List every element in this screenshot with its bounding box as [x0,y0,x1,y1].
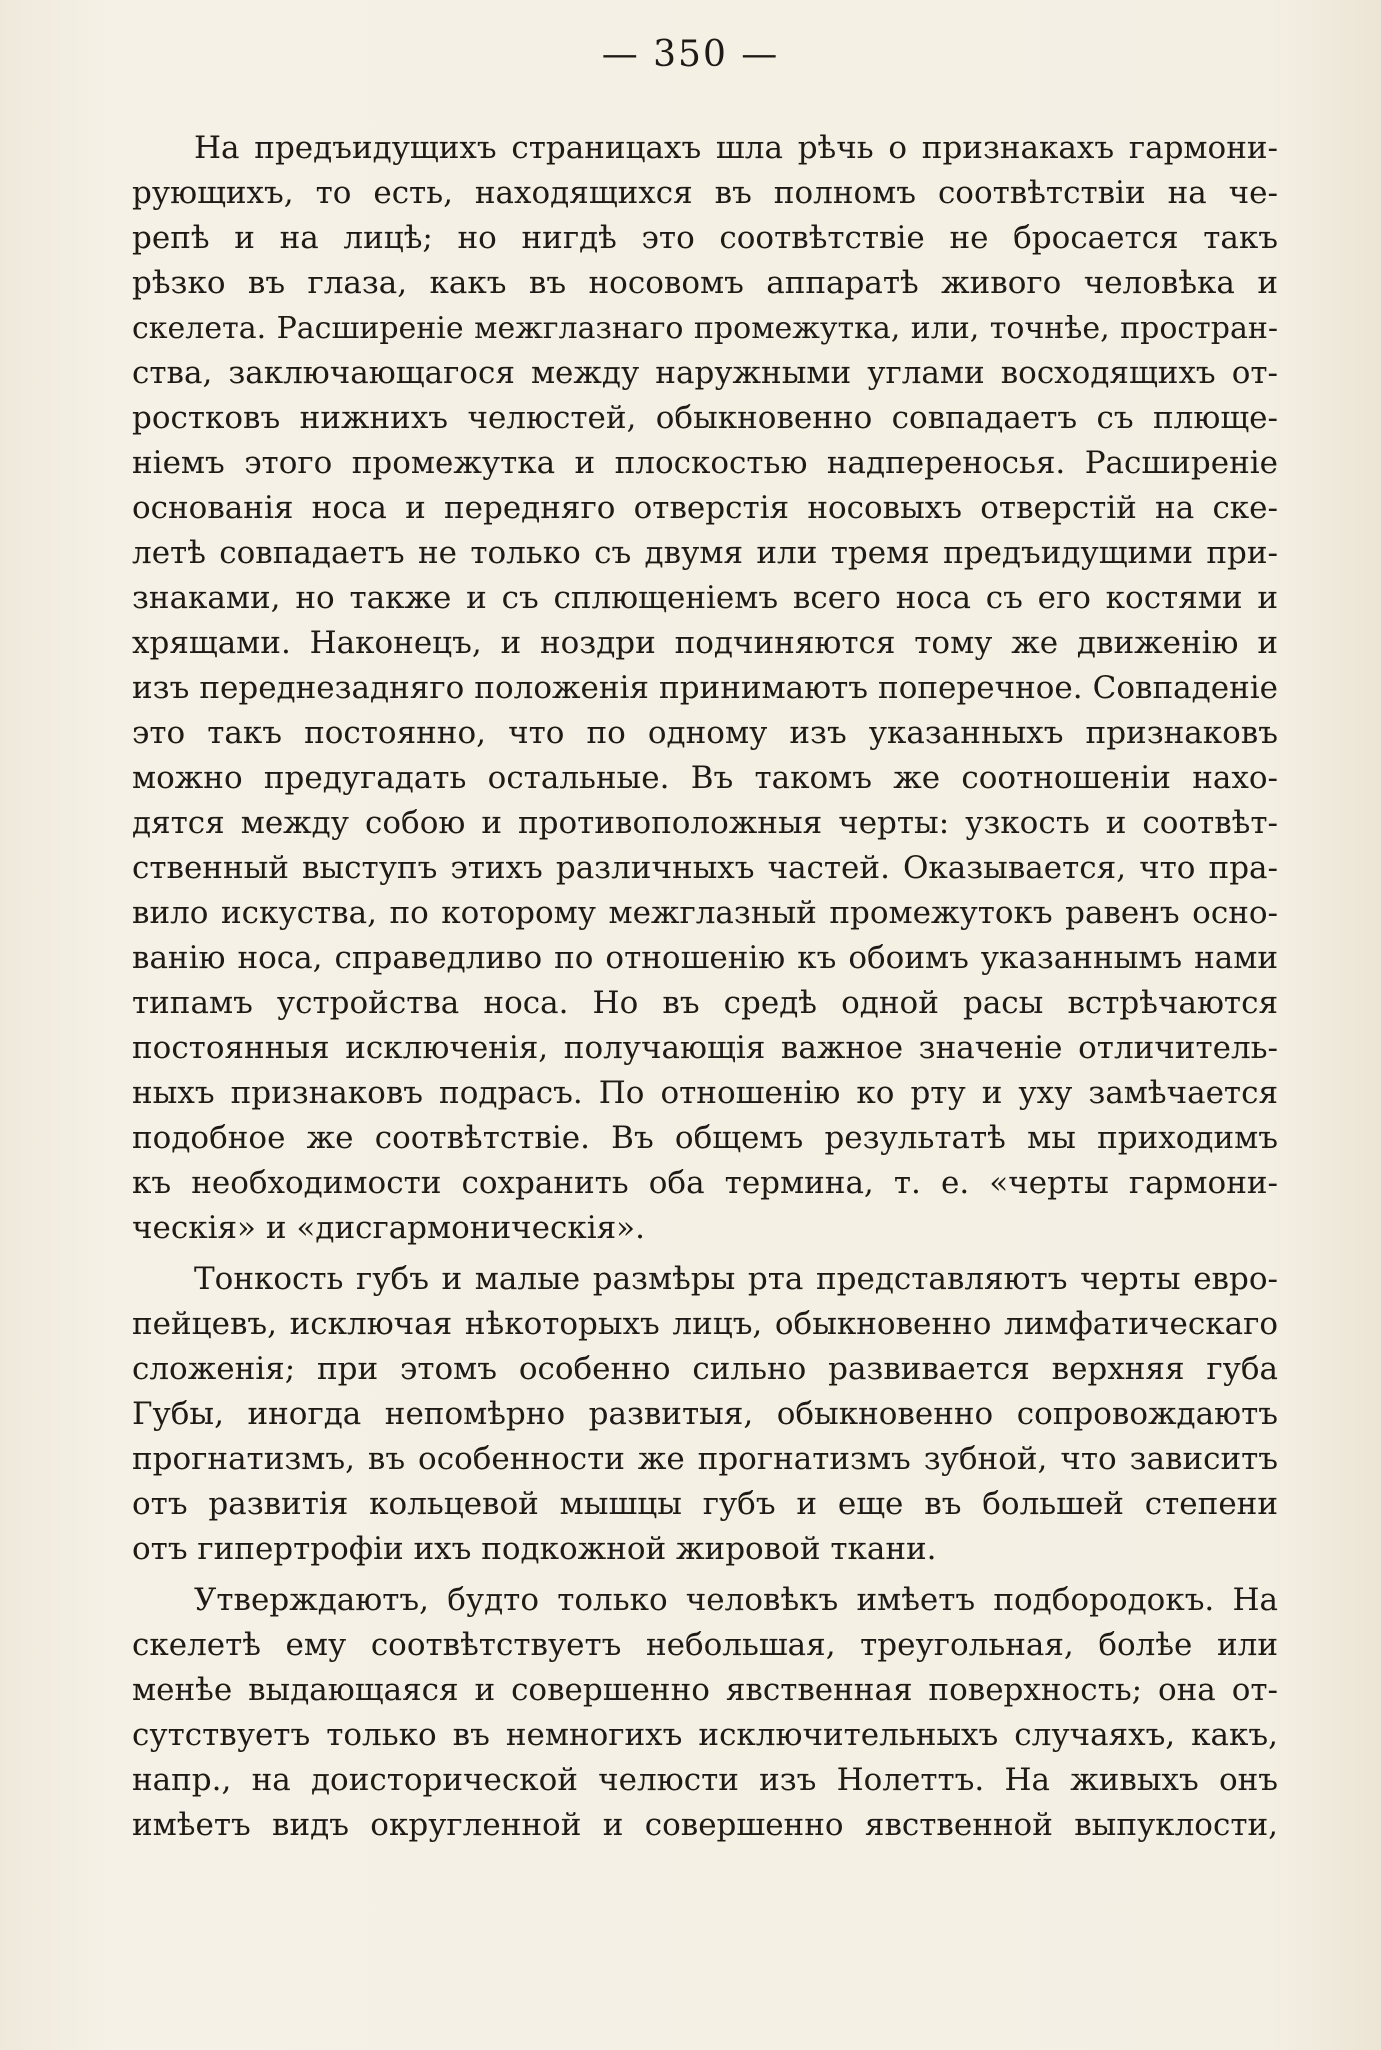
text-line: ванію носа, справедливо по отношенію къ обоимъ указаннымъ нами [132,940,1278,976]
text-line: прогнатизмъ, въ особенности же прогнатизмъ зубной, что зависитъ [132,1441,1278,1477]
text-line: хрящами. Наконецъ, и ноздри подчиняются тому же движенію и [132,625,1278,661]
page-number-header: — 350 — [601,34,780,75]
text-line: рѣзко въ глаза, какъ въ носовомъ аппаратѣ живого человѣка и [132,265,1278,301]
text-line: ніемъ этого промежутка и плоскостью надпереносья. Расширеніе [132,445,1278,481]
text-line: это такъ постоянно, что по одному изъ указанныхъ признаковъ [132,715,1278,751]
text-line: можно предугадать остальные. Въ такомъ же соотношеніи нахо- [132,760,1278,796]
text-line: подобное же соотвѣтствіе. Въ общемъ результатѣ мы приходимъ [132,1120,1278,1156]
text-line: пейцевъ, исключая нѣкоторыхъ лицъ, обыкновенно лимфатическаго [132,1306,1278,1342]
text-line: къ необходимости сохранить оба термина, т. е. «черты гармони- [132,1165,1278,1201]
text-line: репѣ и на лицѣ; но нигдѣ это соотвѣтствіе не бросается такъ [132,220,1278,256]
text-line: изъ переднезадняго положенія принимаютъ поперечное. Совпаденіе [132,670,1278,706]
text-line: сутствуетъ только въ немногихъ исключительныхъ случаяхъ, какъ, [132,1717,1278,1753]
text-line: ныхъ признаковъ подрасъ. По отношенію ко рту и уху замѣчается [132,1075,1278,1111]
text-line: Тонкость губъ и малые размѣры рта представляютъ черты евро- [194,1261,1278,1297]
text-line: менѣе выдающаяся и совершенно явственная поверхность; она от- [132,1672,1278,1708]
text-line: напр., на доисторической челюсти изъ Нолеттъ. На живыхъ онъ [132,1762,1278,1798]
text-line: скелета. Расширеніе межглазнаго промежутка, или, точнѣе, простран- [132,311,1278,346]
text-line: ческія» и «дисгармоническія». [132,1210,645,1246]
text-line: летѣ совпадаетъ не только съ двумя или тремя предъидущими при- [132,535,1278,571]
text-line: Утверждаютъ, будто только человѣкъ имѣетъ подбородокъ. На [194,1582,1278,1618]
text-line: знаками, но также и съ сплющеніемъ всего носа съ его костями и [132,580,1278,616]
text-line: ственный выступъ этихъ различныхъ частей. Оказывается, что пра- [132,850,1278,886]
text-line: основанія носа и передняго отверстія носовыхъ отверстій на ске- [132,490,1278,526]
text-line: сложенія; при этомъ особенно сильно развивается верхняя губа [132,1351,1278,1387]
text-line: отъ гипертрофіи ихъ подкожной жировой ткани. [132,1531,937,1567]
text-line: ства, заключающагося между наружными углами восходящихъ от- [132,355,1278,391]
text-line: имѣетъ видъ округленной и совершенно явственной выпуклости, [132,1807,1278,1843]
text-line: Губы, иногда непомѣрно развитыя, обыкновенно сопровождаютъ [132,1396,1278,1432]
text-line: отъ развитія кольцевой мышцы губъ и еще въ большей степени [132,1486,1278,1522]
page-body [132,126,1278,1848]
text-line: постоянныя исключенія, получающія важное значеніе отличитель- [132,1030,1278,1066]
text-line: вило искуства, по которому межглазный промежутокъ равенъ осно- [132,895,1278,931]
text-line: скелетѣ ему соотвѣтствуетъ небольшая, треугольная, болѣе или [132,1627,1278,1663]
text-line: ростковъ нижнихъ челюстей, обыкновенно совпадаетъ съ плюще- [132,400,1278,436]
text-line: На предъидущихъ страницахъ шла рѣчь о признакахъ гармони- [194,130,1278,166]
text-line: типамъ устройства носа. Но въ средѣ одной расы встрѣчаются [132,985,1278,1021]
text-line: дятся между собою и противоположныя черты: узкость и соотвѣт- [132,805,1278,841]
text-line: рующихъ, то есть, находящихся въ полномъ соотвѣтствіи на че- [132,175,1278,211]
